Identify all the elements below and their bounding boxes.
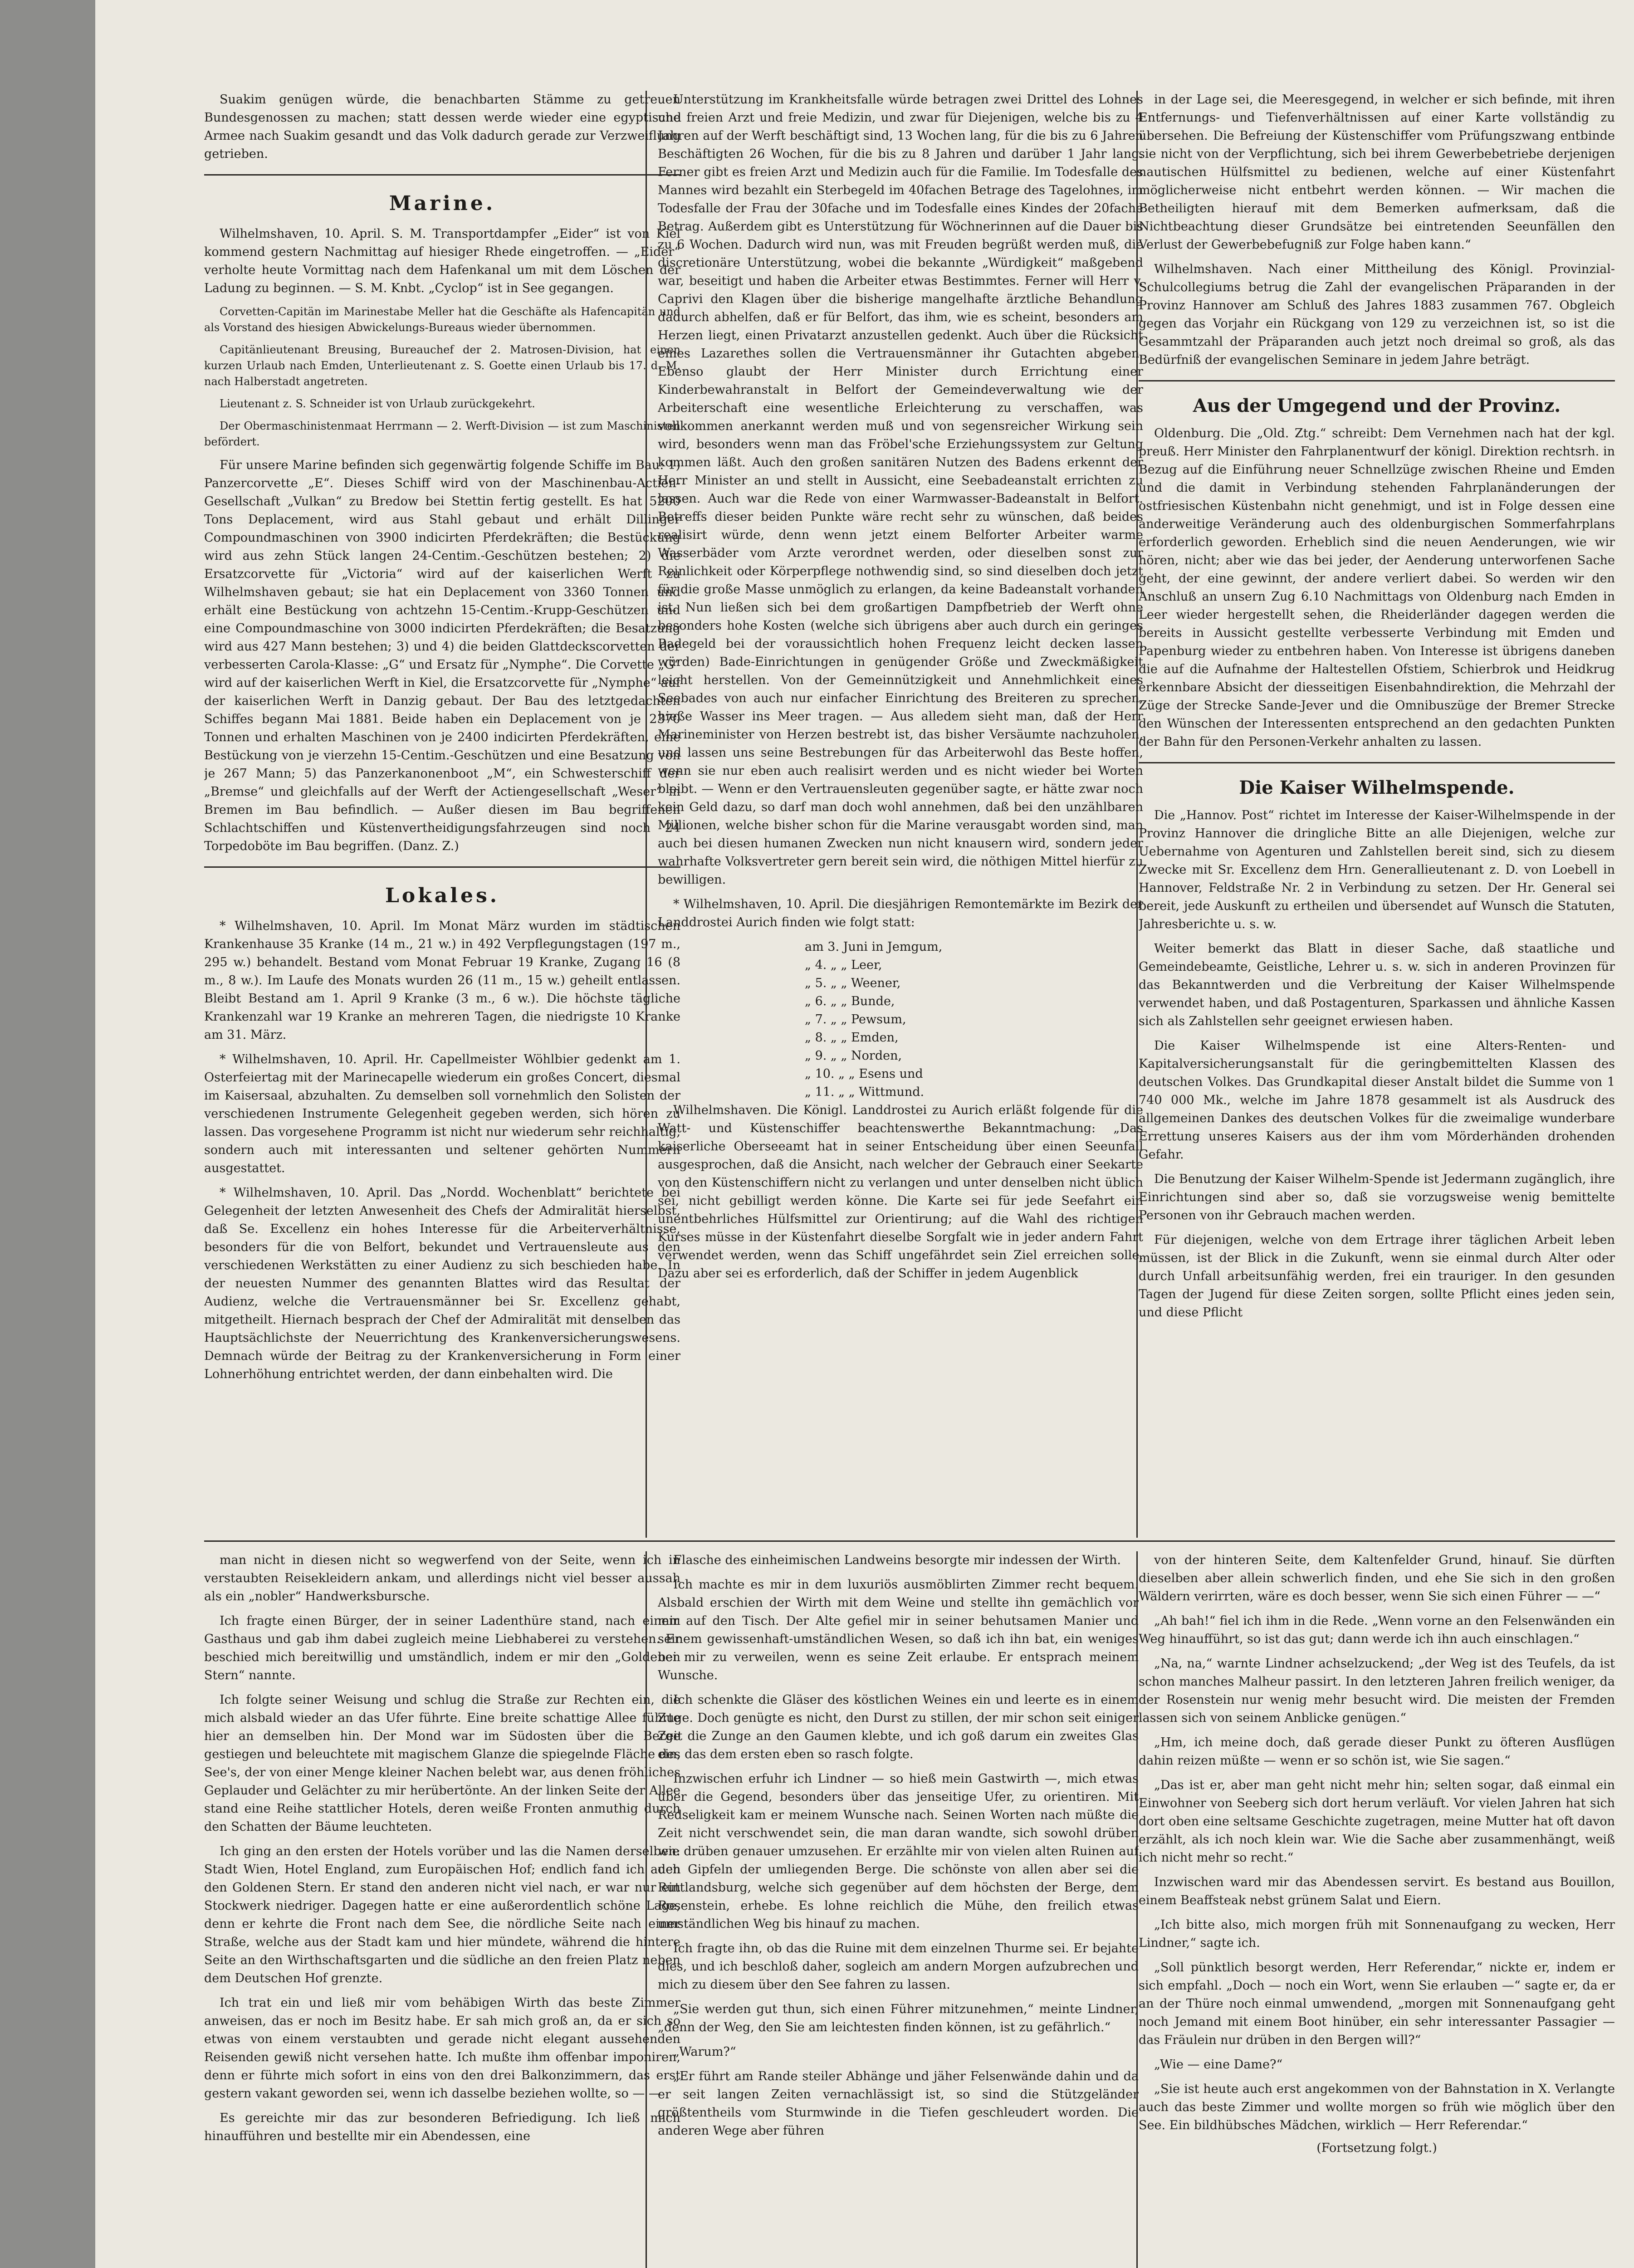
article-paragraph: Wilhelmshaven, 10. April. S. M. Transportdampfer „Eider“ ist von Kiel kommend gestern Nachmittag auf hiesiger Rhede eingetroffen. — „Eider“ verholte heute Vormittag nach dem Hafenkanal um mit dem Löschen der Ladung zu beginnen. — S. M. Knbt. „Cyclop“ ist in See gegangen. — [204, 227, 680, 295]
list-item: „ 11. „ „ Wittmund. — [805, 1085, 925, 1099]
column-2 — [658, 91, 1143, 1538]
story-paragraph: „Na, na,“ warnte Lindner achselzuckend; „der Weg ist des Teufels, da ist schon manches Malheur passirt. In den letzteren Jahren freilich weniger, da der Rosenstein nur wenig mehr besucht wird. Die meisten der Fremden lassen sich von seinem Anblicke genügen.“ — [1139, 1657, 1615, 1725]
column-1 — [204, 91, 680, 1538]
story-paragraph: „Hm, ich meine doch, daß gerade dieser Punkt zu öfteren Ausflügen dahin reizen müßte — wenn er so schön ist, wie Sie sagen.“ — [1139, 1735, 1615, 1768]
column-3 — [1139, 91, 1615, 1538]
section-heading-kaiser-wilhelmspende: Die Kaiser Wilhelmspende. — [1239, 777, 1515, 798]
article-paragraph: * Wilhelmshaven, 10. April. Hr. Capellmeister Wöhlbier gedenkt am 1. Osterfeiertag mit der Marinecapelle wiederum ein großes Concert, diesmal im Kaisersaal, abzuhalten. Zu demselben soll vornehmlich den Solisten der verschiedenen Instrumente Gelegenheit gegeben werden, sich hören zu lassen. Das vorgesehene Programm ist nicht nur wiederum sehr reichhaltig, sondern auch mit interessanten und seltener gehörten Nummern ausgestattet. — [204, 1052, 680, 1175]
article-paragraph: Die „Hannov. Post“ richtet im Interesse der Kaiser-Wilhelmspende in der Provinz Hannover die dringliche Bitte an alle Diejenigen, welche zur Uebernahme von Agenturen und Zahlstellen bereit sind, sich zu diesem Zwecke mit Sr. Excellenz dem Hrn. Generallieutenant z. D. von Loebell in Hannover, Feldstraße Nr. 2 in Verbindung zu setzen. Der Hr. General sei bereit, jede Auskunft zu ertheilen und übersendet auf Wunsch die Statuten, Jahresberichte u. s. w. — [1139, 808, 1615, 931]
article-paragraph: Lieutenant z. S. Schneider ist von Urlaub zurückgekehrt. — [220, 397, 535, 410]
list-item: „ 6. „ „ Bunde, — [805, 994, 895, 1008]
list-item: „ 5. „ „ Weener, — [805, 976, 901, 990]
intro-paragraph: Suakim genügen würde, die benachbarten Stämme zu getreuen Bundesgenossen zu machen; statt dessen werde wieder eine egyptische Armee nach Suakim gesandt und das Volk dadurch gerade zur Verzweiflung getrieben. — [204, 93, 680, 161]
feuilleton-separator — [204, 1540, 1615, 1542]
remonte-market-list — [658, 938, 1143, 1101]
continuation-note: (Fortsetzung folgt.) — [1316, 2141, 1437, 2155]
list-item: „ 7. „ „ Pewsum, — [805, 1012, 906, 1026]
story-paragraph: „Ah bah!“ fiel ich ihm in die Rede. „Wenn vorne an den Felsenwänden ein Weg hinaufführt, so ist das gut; dann werde ich ihn auch einschlagen.“ — [1139, 1614, 1615, 1646]
article-paragraph: Der Obermaschinistenmaat Herrmann — 2. Werft-Division — ist zum Maschinisten befördert. — [204, 420, 680, 448]
story-paragraph: Ich trat ein und ließ mir vom behäbigen Wirth das beste Zimmer anweisen, das er noch im Besitz habe. Er sah mich groß an, da er sich so etwas von einem verstaubten und gerade nicht elegant aussehenden Reisenden gewiß nicht versehen hatte. Ich mußte ihm offenbar imponiren, denn er führte mich sofort in eins von den drei Balkonzimmern, das erst gestern vakant geworden sei, wenn ich dasselbe beziehen wollte, so — — — [204, 1996, 680, 2101]
article-paragraph: * Wilhelmshaven, 10. April. Das „Nordd. Wochenblatt“ berichtete bei Gelegenheit der letzten Anwesenheit des Chefs der Admiralität hierselbst, daß Se. Excellenz ein hohes Interesse für die Arbeiterverhältnisse, besonders für die von Belfort, bekundet und Vertrauensleute aus den verschiedenen Werkstätten zu einer Audienz zu sich beschieden habe. In der neuesten Nummer des genannten Blattes wird das Resultat der Audienz, welche die Vertrauensmänner bei Sr. Excellenz gehabt, mitgetheilt. Hiernach besprach der Chef der Admiralität mit denselben das Hauptsächlichste der Neuerrichtung des Krankenversicherungswesens. Demnach würde der Beitrag zu der Krankenversicherung in Form einer Lohnerhöhung entrichtet werden, der dann einbehalten wird. Die — [204, 1186, 680, 1381]
list-item: „ 4. „ „ Leer, — [805, 958, 882, 972]
story-paragraph: Es gereichte mir das zur besonderen Befriedigung. Ich ließ mich hinaufführen und bestellte mir ein Abendessen, eine — [204, 2111, 680, 2143]
story-paragraph: Ich fragte ihn, ob das die Ruine mit dem einzelnen Thurme sei. Er bejahte dies, und ich beschloß daher, sogleich am andern Morgen aufzubrechen und mich zu diesem über den See fahren zu lassen. — [658, 1941, 1139, 1992]
story-paragraph: Ich ging an den ersten der Hotels vorüber und las die Namen derselben: Stadt Wien, Hotel England, zum Europäischen Hof; endlich fand ich auch den Goldenen Stern. Er stand den anderen nicht viel nach, er war nur ein Stockwerk niedriger. Dagegen hatte er eine außerordentlich schöne Lage, denn er kehrte die Front nach dem See, die nördliche Seite nach einer Straße, welche aus der Stadt kam und hier mündete, während die hintere Seite an den Wirthschaftsgarten und die südliche an den freien Platz neben dem Deutschen Hof grenzte. — [204, 1844, 680, 1985]
story-paragraph: „Soll pünktlich besorgt werden, Herr Referendar,“ nickte er, indem er sich empfahl. „Doch — noch ein Wort, wenn Sie erlauben —“ sagte er, da er an der Thüre noch einmal umwendend, „morgen mit Sonnenaufgang geht noch Jemand mit einem Boot hinüber, ein sehr interessanter Passagier — das Fräulein nur drüben in den Bergen will?“ — [1139, 1960, 1615, 2047]
story-paragraph: „Er führt am Rande steiler Abhänge und jäher Felsenwände dahin und da er seit langen Zeiten vernachlässigt ist, so sind die Stützgeländer größtentheils vom Sturmwinde in die Tiefen geschleudert worden. Die anderen Wege aber führen — [658, 2069, 1139, 2138]
feuilleton-column-1 — [204, 1551, 680, 2268]
story-paragraph: Ich folgte seiner Weisung und schlug die Straße zur Rechten ein, die mich alsbald wieder an das Ufer führte. Eine breite schattige Allee führte hier an demselben hin. Der Mond war im Südosten über die Berge gestiegen und beleuchtete mit magischem Glanze die spiegelnde Fläche des See's, der von einer Menge kleiner Nachen belebt war, aus denen fröhliches Geplauder und Gelächter zu mir herübertönte. An der linken Seite der Allee stand eine Reihe stattlicher Hotels, deren weiße Fronten anmuthig durch den Schatten der Bäume leuchteten. — [204, 1693, 680, 1834]
article-paragraph: Die Benutzung der Kaiser Wilhelm-Spende ist Jedermann zugänglich, ihre Einrichtungen sind aber so, daß sie vorzugsweise wenig bemittelte Personen von ihr Gebrauch machen werden. — [1139, 1172, 1615, 1222]
story-paragraph: „Ich bitte also, mich morgen früh mit Sonnenaufgang zu wecken, Herr Lindner,“ sagte ich. — [1139, 1918, 1615, 1950]
story-paragraph: Inzwischen ward mir das Abendessen servirt. Es bestand aus Bouillon, einem Beaffsteak nebst grünem Salat und Eiern. — [1139, 1875, 1615, 1907]
section-heading-lokales: Lokales. — [385, 884, 500, 907]
article-paragraph: * Wilhelmshaven, 10. April. Die diesjährigen Remontemärkte im Bezirk der Landdrostei Aurich finden wie folgt statt: — [658, 897, 1143, 929]
section-heading-marine: Marine. — [389, 192, 496, 215]
story-paragraph: „Wie — eine Dame?“ — [1154, 2058, 1283, 2072]
list-item: „ 8. „ „ Emden, — [805, 1031, 899, 1045]
list-item: „ 10. „ „ Esens und — [805, 1067, 923, 1081]
rule — [204, 866, 680, 868]
article-paragraph: Wilhelmshaven. Nach einer Mittheilung des Königl. Provinzial-Schulcollegiums betrug die Zahl der evangelischen Präparanden in der Provinz Hannover am Schluß des Jahres 1883 zusammen 767. Obgleich gegen das Vorjahr ein Rückgang von 129 zu verzeichnen ist, so ist die Gesammtzahl der Präparanden auch jetzt noch dreimal so groß, als das Bedürfniß der evangelischen Seminare in jedem Jahre beträgt. — [1139, 262, 1615, 367]
article-paragraph: Unterstützung im Krankheitsfalle würde betragen zwei Drittel des Lohnes und freien Arzt und freie Medizin, und zwar für Diejenigen, welche bis zu 4 Jahren auf der Werft beschäftigt sind, 13 Wochen lang, für die bis zu 6 Jahren Beschäftigten 26 Wochen, für die bis zu 8 Jahren und darüber 1 Jahr lang. Ferner gibt es freien Arzt und Medizin auch für die Familie. Im Todesfalle des Mannes wird bezahlt ein Sterbegeld im 40fachen Betrage des Tagelohnes, im Todesfalle der Frau der 30fache und im Todesfalle eines Kindes der 20fache Betrag. Außerdem gibt es Unterstützung für Wöchnerinnen auf die Dauer bis zu 6 Wochen. Dadurch wird nun, was mit Freuden begrüßt werden muß, die discretionäre Unterstützung, wobei die bekannte „Würdigkeit“ maßgebend war, beseitigt und haben die Arbeiter etwas Bestimmtes. Ferner will Herr v. Caprivi den Klagen über die bisherige mangelhafte ärztliche Behandlung dadurch abhelfen, daß er für Belfort, das ihm, wie es scheint, besonders am Herzen liegt, einen Privatarzt anzustellen gedenkt. Auch über die Rücksicht eines Lazarethes sollen die Vertrauensmänner ihr Gutachten abgeben. Ebenso glaubt der Herr Minister durch Errichtung einer Kinderbewahranstalt in Belfort der Gemeindeverwaltung wie der Arbeiterschaft eine wesentliche Erleichterung zu verschaffen, was vollkommen anerkannt werden muß und von segensreicher Wirkung sein wird, besonders wenn man das Fröbel'sche Erziehungssystem zur Geltung kommen läßt. Auch den großen sanitären Nutzen des Badens erkennt der Herr Minister an und stellt in Aussicht, eine Seebadeanstalt errichten zu lassen. Auch war die Rede von einer Warmwasser-Badeanstalt in Belfort. Betreffs dieser beiden Punkte wäre recht sehr zu wünschen, daß beides realisirt würde, denn wenn jetzt einem Belforter Arbeiter warme Wasserbäder vom Arzte verordnet werden, oder dieselben sonst zur Reinlichkeit oder Körperpflege nothwendig sind, so sind dieselben doch jetzt für die große Masse unmöglich zu erlangen, da keine Badeanstalt vorhanden ist. Nun ließen sich bei dem großartigen Dampfbetrieb der Werft ohne besonders hohe Kosten (welche sich übrigens aber auch durch ein geringes Badegeld bei der voraussichtlich hohen Frequenz leicht decken lassen würden) Bade-Einrichtungen in genügender Größe und Zweckmäßigkeit leicht herstellen. Von der Gemeinnützigkeit und Annehmlichkeit eines Seebades von auch nur einfacher Einrichtung des Breiteren zu sprechen, hieße Wasser ins Meer tragen. — Aus alledem sieht man, daß der Herr Marineminister von Herzen bestrebt ist, das bisher Versäumte nachzuholen, und lassen uns seine Bestrebungen für das Arbeiterwohl das Beste hoffen, wenn sie nur eben auch realisirt werden und es nicht wieder bei Worten bleibt. — Wenn er den Vertrauensleuten gegenüber sagte, er hätte zwar noch kein Geld dazu, so darf man doch wohl annehmen, daß bei den unzählbaren Millionen, welche bisher schon für die Marine verausgabt worden sind, man auch bei diesen humanen Zwecken nun nicht knausern wird, sondern jeder wahrhafte Volksvertreter gern bereit sein wird, die nöthigen Mittel hierfür zu bewilligen. — [658, 93, 1143, 887]
article-paragraph: Oldenburg. Die „Old. Ztg.“ schreibt: Dem Vernehmen nach hat der kgl. preuß. Herr Minister den Fahrplanentwurf der königl. Direktion rechtsrh. in Bezug auf die Einführung neuer Schnellzüge zwischen Rheine und Emden und die damit in Verbindung stehenden Fahrplanänderungen der ostfriesischen Küstenbahn nicht genehmigt, und ist in Folge dessen eine anderweitige Veränderung auch des oldenburgischen Sommerfahrplans erforderlich geworden. Erheblich sind die neuen Aenderungen, wie wir hören, nicht; aber wie das bei jeder, der Aenderung unterworfenen Sache geht, der eine gewinnt, der andere verliert dabei. So werden wir den Anschluß an unsern Zug 6.10 Nachmittags von Oldenburg nach Emden in Leer wieder hergestellt sehen, die Rheiderländer dagegen werden die bereits in Aussicht gestellte verbesserte Verbindung mit Emden und Papenburg wieder zu entbehren haben. Von Interesse ist übrigens daneben die auf die Aufnahme der Haltestellen Ofstiem, Schierbrok und Heidkrug erkennbare Absicht der diesseitigen Eisenbahndirektion, die Mehrzahl der Züge der Strecke Sande-Jever und die Omnibuszüge der Bremer Strecke den Wünschen der Interessenten entsprechend an den gedachten Punkten der Bahn für den Personen-Verkehr anhalten zu lassen. — [1139, 426, 1615, 749]
section-heading-umgegend: Aus der Umgegend und der Provinz. — [1193, 395, 1561, 416]
article-paragraph: Für unsere Marine befinden sich gegenwärtig folgende Schiffe im Bau: 1) Panzercorvette „E“. Dieses Schiff wird von der Maschinenbau-Actien-Gesellschaft „Vulkan“ zu Bredow bei Stettin fertig gestellt. Es hat 5200 Tons Deplacement, wird aus Stahl gebaut und erhält Dillinger Compoundmaschinen von 3900 indicirten Pferdekräften; die Bestückung wird aus zehn Stück langen 24-Centim.-Geschützen bestehen; 2) die Ersatzcorvette für „Victoria“ wird auf der kaiserlichen Werft zu Wilhelmshaven gebaut; sie hat ein Deplacement von 3360 Tonnen und erhält eine Bestückung von achtzehn 15-Centim.-Krupp-Geschützen und eine Compoundmaschine von 3000 indicirten Pferdekräften; die Besatzung wird aus 427 Mann bestehen; 3) und 4) die beiden Glattdeckscorvetten der verbesserten Carola-Klasse: „G“ und Ersatz für „Nymphe“. Die Corvette „G“ wird auf der kaiserlichen Werft in Kiel, die Ersatzcorvette für „Nymphe“ auf der kaiserlichen Werft in Danzig gebaut. Der Bau des letztgedachten Schiffes begann Mai 1881. Beide haben ein Deplacement von je 2370 Tonnen und erhalten Maschinen von je 2400 indicirten Pferdekräften, eine Bestückung von je vierzehn 15-Centim.-Geschützen und eine Besatzung von je 267 Mann; 5) das Panzerkanonenboot „M“, ein Schwesterschiff der „Bremse“ und gleichfalls auf der Werft der Actiengesellschaft „Weser“ in Bremen im Bau befindlich. — Außer diesen im Bau begriffenen Schlachtschiffen und Küstenvertheidigungsfahrzeugen sind noch 24 Torpedoböte im Bau begriffen. (Danz. Z.) — [204, 458, 680, 853]
article-paragraph: Wilhelmshaven. Die Königl. Landdrostei zu Aurich erläßt folgende für die Watt- und Küstenschiffer beachtenswerthe Bekanntmachung: „Das kaiserliche Oberseeamt hat in seiner Entscheidung über einen Seeunfall ausgesprochen, daß die Ansicht, nach welcher der Gebrauch einer Seekarte von den Küstenschiffern nicht zu verlangen und unter denselben nicht üblich sei, nicht gebilligt werden könne. Die Karte sei für jede Seefahrt ein unentbehrliches Hülfsmittel zur Orientirung; auf die Wahl des richtigen Kurses müsse in der Küstenfahrt dieselbe Sorgfalt wie in jeder andern Fahrt verwendet werden, wenn das Schiff ungefährdet sein Ziel erreichen solle. Dazu aber sei es erforderlich, daß der Schiffer in jedem Augenblick — [658, 1103, 1143, 1281]
story-paragraph: „Sie ist heute auch erst angekommen von der Bahnstation in X. Verlangte auch das beste Zimmer und wollte morgen so früh wie möglich über den See. Ein bildhübsches Mädchen, wirklich — Herr Referendar.“ — [1139, 2082, 1615, 2132]
article-paragraph: Für diejenigen, welche von dem Ertrage ihrer täglichen Arbeit leben müssen, ist der Blick in die Zukunft, wenn sie einmal durch Alter oder durch Unfall arbeitsunfähig werden, frei ein trauriger. In den gesunden Tagen der Jugend für diese Zeiten sorgen, sollte Pflicht eines jeden sein, und diese Pflicht — [1139, 1233, 1615, 1320]
rule — [1139, 762, 1615, 763]
article-paragraph: Die Kaiser Wilhelmspende ist eine Alters-Renten- und Kapitalversicherungsanstalt für die geringbemittelten Klassen des deutschen Volkes. Das Grundkapital dieser Anstalt bildet die Summe von 1 740 000 Mk., welche im Jahre 1878 gesammelt ist als Ausdruck des allgemeinen Dankes des deutschen Volkes für die zweimalige wunderbare Errettung unseres Kaisers aus der ihm vom Mörderhänden drohenden Gefahr. — [1139, 1039, 1615, 1162]
feuilleton-column-3 — [1139, 1551, 1615, 2268]
rule — [1139, 380, 1615, 381]
newspaper-page — [95, 0, 1634, 2268]
story-paragraph: Ich fragte einen Bürger, der in seiner Ladenthüre stand, nach einem Gasthaus und gab ihm dabei zugleich meine Liebhaberei zu verstehen. Er beschied mich bereitwillig und umständlich, indem er mir den „Goldenen Stern“ nannte. — [204, 1614, 680, 1682]
article-paragraph: Capitänlieutenant Breusing, Bureauchef der 2. Matrosen-Division, hat einen kurzen Urlaub nach Emden, Unterlieutenant z. S. Goette einen Urlaub bis 17. d. M. nach Halberstadt angetreten. — [204, 343, 680, 388]
story-paragraph: „Sie werden gut thun, sich einen Führer mitzunehmen,“ meinte Lindner, „denn der Weg, den Sie am leichtesten finden können, ist zu gefährlich.“ — [658, 2002, 1139, 2034]
list-item: „ 9. „ „ Norden, — [805, 1049, 902, 1063]
article-paragraph: in der Lage sei, die Meeresgegend, in welcher er sich befinde, mit ihren Entfernungs- und Tiefenverhältnissen auf einer Karte vollständig zu übersehen. Die Befreiung der Küstenschiffer vom Prüfungszwang entbinde sie nicht von der Verpflichtung, sich bei ihrem Gewerbebetriebe derjenigen nautischen Hülfsmittel zu bedienen, welche auf einer Küstenfahrt möglicherweise nicht entbehrt werden können. — Wir machen die Betheiligten hierauf mit dem Bemerken aufmerksam, daß die Nichtbeachtung dieser Grundsätze bei eintretenden Seeunfällen den Verlust der Gewerbebefugniß zur Folge haben kann.“ — [1139, 93, 1615, 252]
list-item: am 3. Juni in Jemgum, — [805, 940, 943, 954]
feuilleton-column-2 — [658, 1551, 1139, 2268]
story-paragraph: von der hinteren Seite, dem Kaltenfelder Grund, hinauf. Sie dürften dieselben aber allein schwerlich finden, und ehe Sie sich in den großen Wäldern verirrten, wäre es doch besser, wenn Sie sich einen Führer — —“ — [1139, 1553, 1615, 1603]
story-paragraph: man nicht in diesen nicht so wegwerfend von der Seite, wenn ich in verstaubten Reisekleidern ankam, und allerdings nicht viel besser aussah als ein „nobler“ Handwerksbursche. — [204, 1553, 680, 1603]
story-paragraph: Ich machte es mir in dem luxuriös ausmöblirten Zimmer recht bequem. Alsbald erschien der Wirth mit dem Weine und stellte ihn gemächlich vor mir auf den Tisch. Der Alte gefiel mir in seiner behutsamen Manier und seinem gewissenhaft-umständlichen Wesen, so daß ich ihn bat, ein weniges bei mir zu verweilen, wenn es seine Zeit erlaube. Er entsprach meinem Wunsche. — [658, 1578, 1139, 1682]
story-paragraph: Ich schenkte die Gläser des köstlichen Weines ein und leerte es in einem Zuge. Doch genügte es nicht, den Durst zu stillen, der mir schon seit einiger Zeit die Zunge an den Gaumen klebte, und ich goß darum ein zweites Glas ein, das dem ersten eben so rasch folgte. — [658, 1693, 1139, 1761]
story-paragraph: Flasche des einheimischen Landweins besorgte mir indessen der Wirth. — [673, 1553, 1121, 1567]
article-paragraph: * Wilhelmshaven, 10. April. Im Monat März wurden im städtischen Krankenhause 35 Kranke (14 m., 21 w.) in 492 Verpflegungstagen (197 m., 295 w.) behandelt. Bestand vom Monat Februar 19 Kranke, Zugang 16 (8 m., 8 w.). Im Laufe des Monats wurden 26 (11 m., 15 w.) geheilt entlassen. Bleibt Bestand am 1. April 9 Kranke (3 m., 6 w.). Die höchste tägliche Krankenzahl war 19 Kranke an mehreren Tagen, die niedrigste 10 Kranke am 31. März. — [204, 919, 680, 1042]
article-paragraph: Weiter bemerkt das Blatt in dieser Sache, daß staatliche und Gemeindebeamte, Geistliche, Lehrer u. s. w. sich in anderen Provinzen für das Bekanntwerden und die Verbreitung der Kaiser Wilhelmspende verwendet haben, und daß Postagenturen, Sparkassen und ähnliche Kassen sich als Zahlstellen sehr geeignet erwiesen haben. — [1139, 942, 1615, 1028]
article-paragraph: Corvetten-Capitän im Marinestabe Meller hat die Geschäfte als Hafencapitän und als Vorstand des hiesigen Abwickelungs-Bureaus wieder übernommen. — [204, 305, 680, 334]
story-paragraph: „Warum?“ — [673, 2045, 736, 2059]
story-paragraph: „Das ist er, aber man geht nicht mehr hin; selten sogar, daß einmal ein Einwohner von Seeberg sich dort herum verläuft. Vor vielen Jahren hat sich dort oben eine seltsame Geschichte zugetragen, meine Mutter hat oft davon erzählt, als ich noch klein war. Wie die Sache aber zusammenhängt, weiß ich nicht mehr so recht.“ — [1139, 1778, 1615, 1865]
story-paragraph: Inzwischen erfuhr ich Lindner — so hieß mein Gastwirth —, mich etwas über die Gegend, besonders über das jenseitige Ufer, zu orientiren. Mit Redseligkeit kam er meinem Wunsche nach. Seinen Worten nach müßte die Zeit nicht verschwendet sein, die man daran wandte, sich sowohl drüben wie drüben genauer umzusehen. Er erzählte mir von vielen alten Ruinen auf den Gipfeln der umliegenden Berge. Die schönste von allen aber sei die Ruttlandsburg, welche sich gegenüber auf dem höchsten der Berge, dem Rosenstein, erhebe. Es lohne reichlich die Mühe, den freilich etwas umständlichen Weg bis hinauf zu machen. — [658, 1772, 1139, 1931]
rule — [204, 174, 680, 176]
